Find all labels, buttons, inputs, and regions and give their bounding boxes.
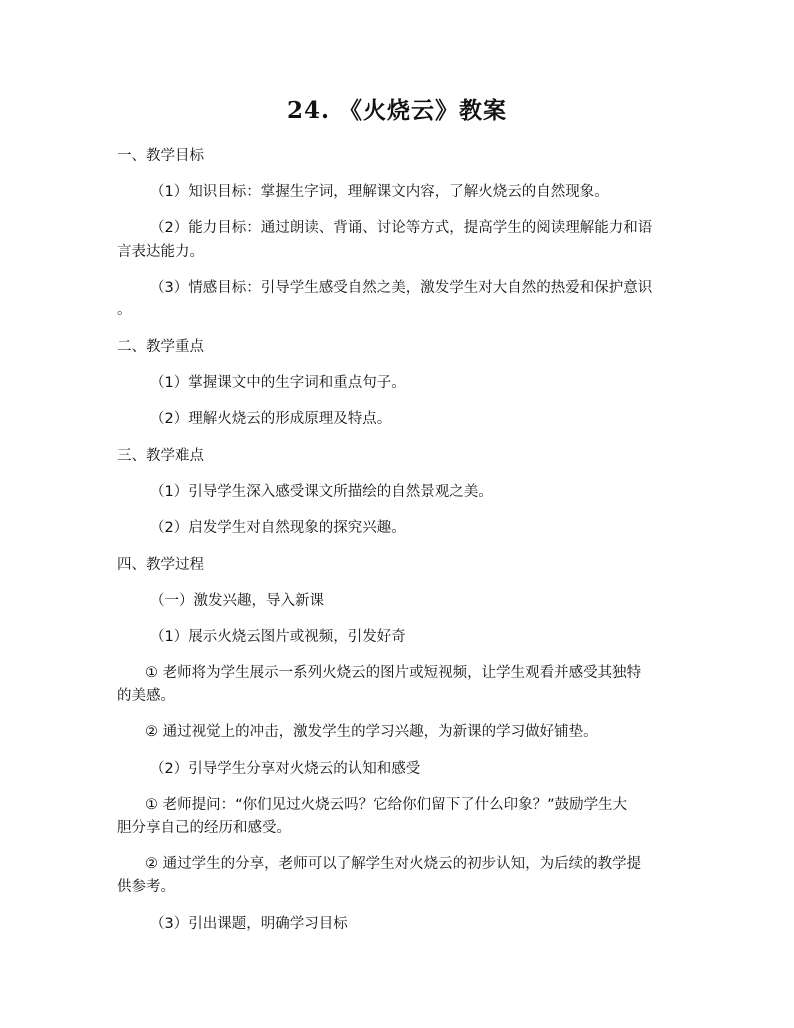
section-heading-key-points: 二、教学重点 [117, 339, 204, 355]
paragraph: （2）理解火烧云的形成原理及特点。 [150, 411, 392, 427]
paragraph-continuation: 言表达能力。 [117, 244, 204, 260]
section-heading-objectives: 一、教学目标 [117, 148, 204, 164]
paragraph: （2）能力目标：通过朗读、背诵、讨论等方式，提高学生的阅读理解能力和语 [150, 220, 653, 236]
paragraph-continuation: 的美感。 [117, 688, 175, 704]
paragraph-continuation: 。 [117, 302, 132, 318]
paragraph: （2）引导学生分享对火烧云的认知和感受 [150, 761, 421, 777]
paragraph: （1）展示火烧云图片或视频，引发好奇 [150, 629, 406, 645]
paragraph-continuation: 供参考。 [117, 879, 175, 895]
paragraph: （2）启发学生对自然现象的探究兴趣。 [150, 520, 406, 536]
paragraph: （3）情感目标：引导学生感受自然之美，激发学生对大自然的热爱和保护意识 [150, 280, 653, 296]
paragraph: （1）知识目标：掌握生字词，理解课文内容，了解火烧云的自然现象。 [150, 184, 609, 200]
list-item: ② 通过学生的分享，老师可以了解学生对火烧云的初步认知，为后续的教学提 [145, 856, 642, 872]
document-title: 24. 《火烧云》教案 [286, 97, 508, 124]
paragraph: （1）引导学生深入感受课文所描绘的自然景观之美。 [150, 484, 493, 500]
list-item: ② 通过视觉上的冲击，激发学生的学习兴趣，为新课的学习做好铺垫。 [145, 724, 598, 740]
paragraph: （3）引出课题，明确学习目标 [150, 916, 348, 932]
list-item: ① 老师将为学生展示一系列火烧云的图片或短视频，让学生观看并感受其独特 [145, 665, 642, 681]
section-heading-process: 四、教学过程 [117, 557, 204, 573]
paragraph: （1）掌握课文中的生字词和重点句子。 [150, 375, 406, 391]
paragraph-continuation: 胆分享自己的经历和感受。 [117, 820, 291, 836]
list-item: ① 老师提问：“你们见过火烧云吗？它给你们留下了什么印象？”鼓励学生大 [145, 797, 628, 813]
section-heading-difficulties: 三、教学难点 [117, 448, 204, 464]
sub-heading: （一）激发兴趣，导入新课 [150, 593, 324, 609]
